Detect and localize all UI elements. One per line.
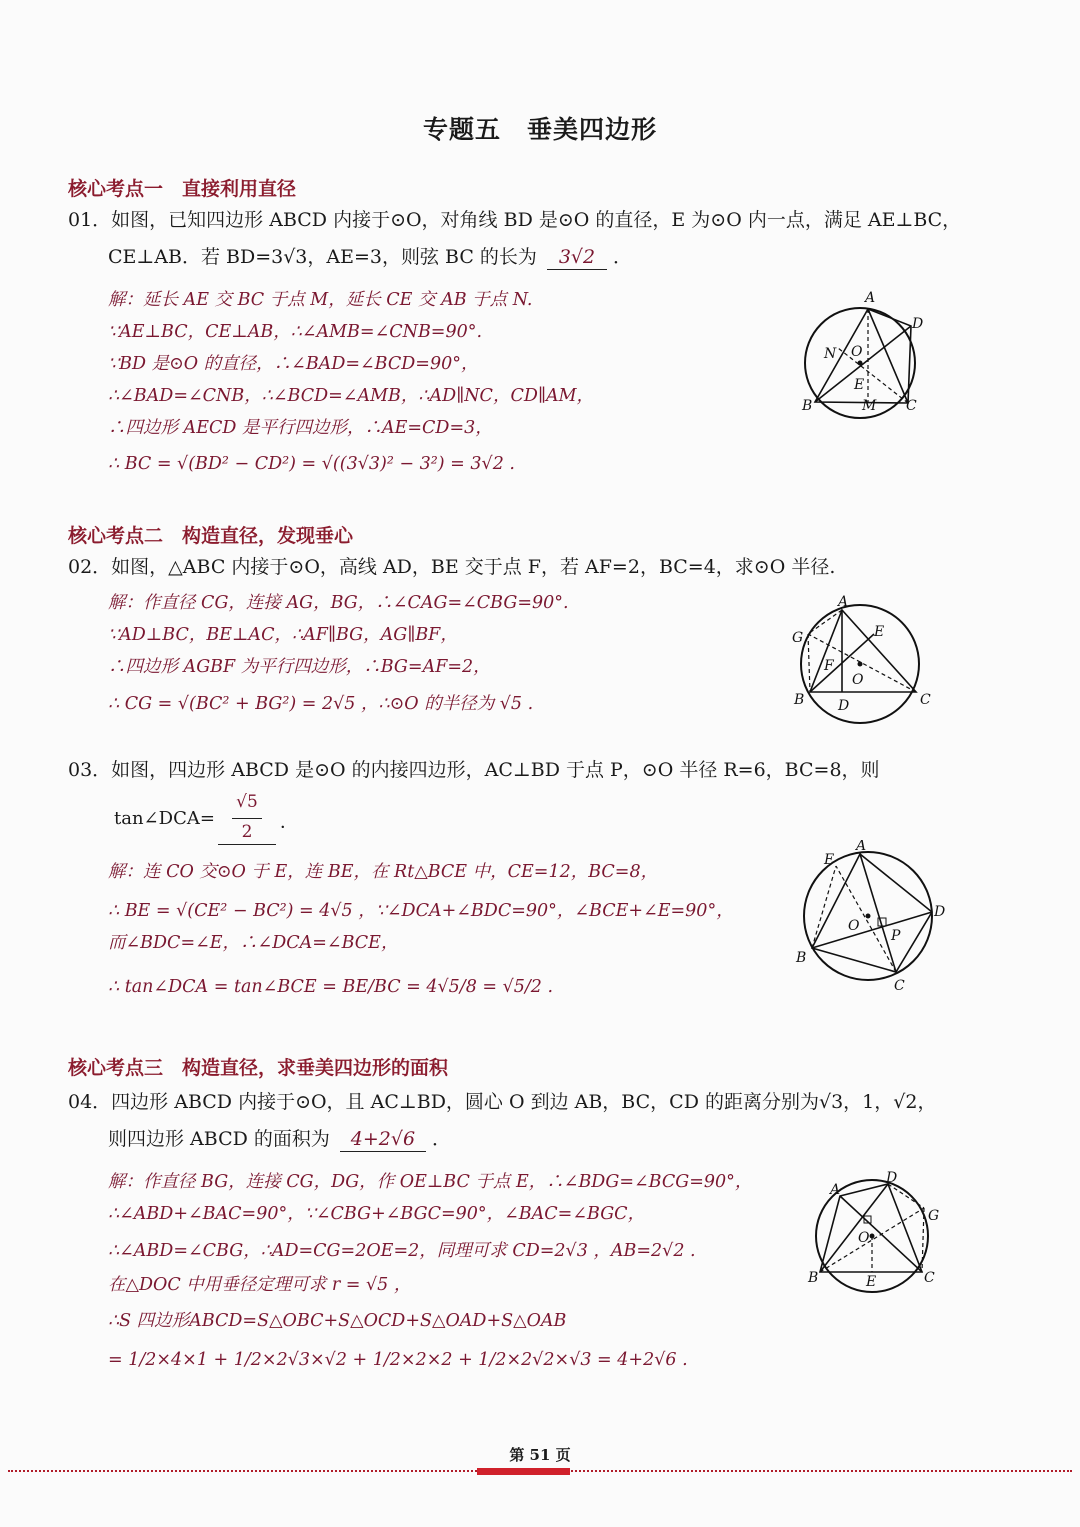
- figure-2: [786, 592, 936, 732]
- q2-solution-1: 解：作直径 CG，连接 AG，BG，∴∠CAG=∠CBG=90°.: [108, 593, 569, 613]
- fig1-label: A: [865, 290, 876, 306]
- q1-line2: [108, 245, 632, 270]
- q1-answer: 3√2: [547, 245, 607, 270]
- q3-end: ．: [280, 812, 298, 833]
- fig4-label: G: [928, 1208, 940, 1224]
- q1-solution-5: ∴四边形 AECD 是平行四边形，∴AE=CD=3，: [108, 418, 493, 438]
- fig1-label: D: [912, 316, 924, 332]
- q4-end: ．: [431, 1128, 451, 1150]
- q1-line2-text: CE⊥AB．若 BD=3√3，AE=3，则弦 BC 的长为: [108, 246, 537, 268]
- q4-solution-3: ∴∠ABD=∠CBG，∴AD=CG=2OE=2，同理可求 CD=2√3 ，AB=2√2 .: [108, 1241, 696, 1261]
- q3-solution-2: ∴ BE = √(CE² − BC²) = 4√5 ，∵∠DCA+∠BDC=90°，∠BCE+∠E=90°，: [108, 901, 734, 921]
- q4-solution-2: ∴∠ABD+∠BAC=90°，∵∠CBG+∠BGC=90°，∠BAC=∠BGC，: [108, 1204, 646, 1224]
- fig2-label: B: [794, 692, 805, 708]
- fig3-label: C: [894, 978, 905, 994]
- fig1-label: B: [802, 398, 813, 414]
- section-heading-2: 核心考点二 构造直径，发现垂心: [68, 525, 354, 547]
- q3-answer-num: √5: [236, 792, 258, 812]
- footer-accent-bar: [477, 1468, 570, 1475]
- fig3-label: B: [796, 950, 807, 966]
- fig3-label: A: [856, 840, 867, 854]
- q4-solution-6: = 1/2×4×1 + 1/2×2√3×√2 + 1/2×2×2 + 1/2×2√2×√3 = 4+2√6 .: [108, 1350, 688, 1370]
- q1-end: ．: [613, 246, 633, 268]
- fig3-label: P: [891, 928, 901, 944]
- fig2-label: A: [838, 594, 849, 610]
- q4-solution-5: ∴S 四边形ABCD=S△OBC+S△OCD+S△OAD+S△OAB: [108, 1311, 567, 1331]
- q1-solution-2: ∵AE⊥BC，CE⊥AB，∴∠AMB=∠CNB=90°.: [108, 322, 483, 342]
- q2-solution-2: ∵AD⊥BC，BE⊥AC，∴AF∥BG，AG∥BF，: [108, 625, 458, 645]
- q1-solution-6: ∴ BC = √(BD² − CD²) = √((3√3)² − 3²) = 3√2 .: [108, 454, 515, 474]
- figure-4: [800, 1168, 950, 1298]
- q1-solution-4: ∴∠BAD=∠CNB，∴∠BCD=∠AMB，∴AD∥NC，CD∥AM，: [108, 386, 595, 406]
- fig1-label: C: [906, 398, 917, 414]
- fig3-label: D: [934, 904, 946, 920]
- q3-line2: tan∠DCA=: [114, 808, 215, 829]
- q4-answer: 4+2√6: [340, 1127, 426, 1152]
- fig2-label: F: [824, 658, 834, 674]
- fig2-label: C: [920, 692, 931, 708]
- q3-solution-3: 而∠BDC=∠E，∴∠DCA=∠BCE，: [108, 933, 399, 953]
- q3-solution-1: 解：连 CO 交⊙O 于 E，连 BE，在 Rt△BCE 中，CE=12，BC=8，: [108, 862, 659, 882]
- q3-line1: 03．如图，四边形 ABCD 是⊙O 的内接四边形，AC⊥BD 于点 P，⊙O 半径 R=6，BC=8，则: [68, 759, 880, 781]
- fig1-label: N: [824, 346, 837, 362]
- fig4-label: C: [924, 1270, 935, 1286]
- fig2-label: G: [792, 630, 804, 646]
- fig2-label: O: [852, 672, 864, 688]
- q4-line1: 04．四边形 ABCD 内接于⊙O，且 AC⊥BD，圆心 O 到边 AB，BC，CD 的距离分别为√3，1，√2，: [68, 1091, 937, 1113]
- page-number: 第 51 页: [509, 1446, 571, 1464]
- fig2-label: E: [874, 624, 885, 640]
- q2-line1: 02．如图，△ABC 内接于⊙O，高线 AD，BE 交于点 F，若 AF=2，BC=4，求⊙O 半径.: [68, 556, 836, 578]
- fig1-label: E: [854, 377, 865, 393]
- fig1-label: M: [862, 398, 877, 414]
- q4-line2: [108, 1127, 451, 1152]
- q4-solution-4: 在△DOC 中用垂径定理可求 r = √5 ，: [108, 1275, 412, 1295]
- q3-fraction-bar: [232, 818, 262, 819]
- section-heading-1: 核心考点一 直接利用直径: [68, 178, 297, 200]
- q3-answer-den: 2: [241, 822, 253, 842]
- q2-solution-3: ∴四边形 AGBF 为平行四边形，∴BG=AF=2，: [108, 657, 491, 677]
- figure-3: [790, 840, 950, 995]
- fig2-label: D: [838, 698, 850, 714]
- q4-solution-1: 解：作直径 BG，连接 CG，DG，作 OE⊥BC 于点 E，∴∠BDG=∠BCG=90°，: [108, 1172, 753, 1192]
- section-heading-3: 核心考点三 构造直径，求垂美四边形的面积: [68, 1057, 449, 1079]
- fig4-label: E: [866, 1274, 877, 1290]
- page-title: 专题五 垂美四边形: [422, 115, 657, 144]
- q3-answer-underline: [218, 844, 276, 845]
- fig3-label: E: [824, 852, 835, 868]
- q4-line2-text: 则四边形 ABCD 的面积为: [108, 1128, 330, 1150]
- figure-1: [798, 288, 928, 420]
- q1-solution-3: ∵BD 是⊙O 的直径，∴∠BAD=∠BCD=90°，: [108, 354, 479, 374]
- q2-solution-4: ∴ CG = √(BC² + BG²) = 2√5 ，∴⊙O 的半径为 √5 .: [108, 694, 534, 714]
- q3-solution-4: ∴ tan∠DCA = tan∠BCE = BE/BC = 4√5/8 = √5/2 .: [108, 977, 554, 997]
- fig1-label: O: [851, 344, 863, 360]
- fig4-label: D: [886, 1170, 898, 1186]
- fig3-label: O: [848, 918, 860, 934]
- q1-line1: 01．如图，已知四边形 ABCD 内接于⊙O，对角线 BD 是⊙O 的直径，E 为⊙O 内一点，满足 AE⊥BC，: [68, 209, 962, 231]
- q1-solution-1: 解：延长 AE 交 BC 于点 M，延长 CE 交 AB 于点 N.: [108, 290, 533, 310]
- fig4-label: B: [808, 1270, 819, 1286]
- fig4-label: A: [830, 1182, 841, 1198]
- fig4-label: O: [858, 1230, 870, 1246]
